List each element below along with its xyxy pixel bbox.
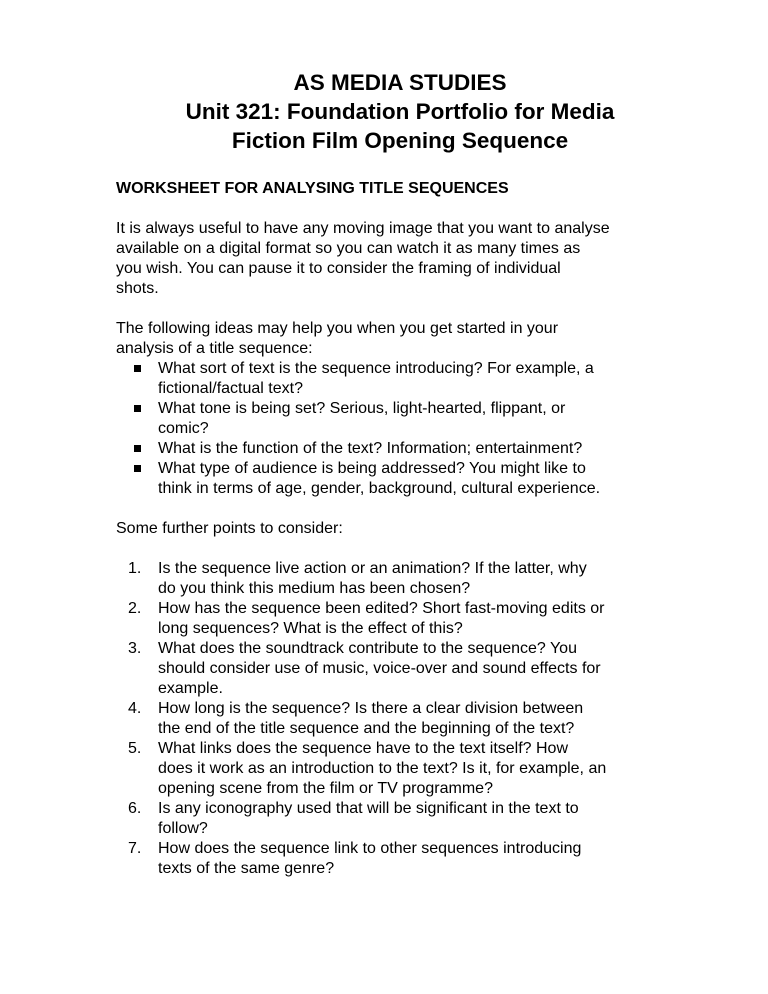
- item-number: 3.: [128, 640, 142, 657]
- title-line-3: Fiction Film Opening Sequence: [231, 128, 569, 153]
- item-line: opening scene from the film or TV programme?: [158, 780, 493, 797]
- item-line: the end of the title sequence and the beginning of the text?: [158, 720, 575, 737]
- item-line: How long is the sequence? Is there a clear division between: [158, 700, 584, 717]
- item-number: 4.: [128, 700, 142, 717]
- intro-line: available on a digital format so you can watch it as many times as: [116, 240, 581, 257]
- numbered-item: [116, 839, 676, 879]
- bullet-line: fictional/factual text?: [158, 380, 303, 397]
- document-title: [116, 68, 676, 155]
- numbered-item: [116, 559, 676, 599]
- numbered-item: [116, 739, 676, 799]
- intro-line: you wish. You can pause it to consider the framing of individual: [116, 260, 561, 277]
- item-line: follow?: [158, 820, 208, 837]
- square-bullet-icon: [134, 405, 141, 412]
- intro-paragraph: [116, 219, 676, 299]
- square-bullet-icon: [134, 365, 141, 372]
- item-line: How does the sequence link to other sequences introducing: [158, 840, 582, 857]
- item-number: 1.: [128, 560, 142, 577]
- numbered-item: [116, 799, 676, 839]
- numbered-item: [116, 599, 676, 639]
- bullet-line: think in terms of age, gender, background, cultural experience.: [158, 480, 601, 497]
- bullet-line: What is the function of the text? Information; entertainment?: [158, 440, 583, 457]
- worksheet-heading: WORKSHEET FOR ANALYSING TITLE SEQUENCES: [116, 180, 509, 197]
- bullet-item: [116, 459, 676, 499]
- item-number: 2.: [128, 600, 142, 617]
- item-line: should consider use of music, voice-over and sound effects for: [158, 660, 601, 677]
- title-line-1: AS MEDIA STUDIES: [293, 70, 507, 95]
- bullet-item: [116, 399, 676, 439]
- item-number: 6.: [128, 800, 142, 817]
- item-line: Is any iconography used that will be significant in the text to: [158, 800, 579, 817]
- ideas-intro-line: The following ideas may help you when you get started in your: [116, 320, 559, 337]
- further-points-list: [116, 559, 676, 879]
- square-bullet-icon: [134, 465, 141, 472]
- item-line: What does the soundtrack contribute to the sequence? You: [158, 640, 577, 657]
- intro-line: shots.: [116, 280, 159, 297]
- item-number: 5.: [128, 740, 142, 757]
- bullet-item: [116, 439, 676, 459]
- ideas-intro-line: analysis of a title sequence:: [116, 340, 313, 357]
- ideas-bullet-list: [116, 359, 676, 499]
- bullet-line: comic?: [158, 420, 209, 437]
- bullet-item: [116, 359, 676, 399]
- document-page: [116, 68, 676, 879]
- item-line: example.: [158, 680, 223, 697]
- further-points-heading: Some further points to consider:: [116, 520, 343, 537]
- item-line: does it work as an introduction to the text? Is it, for example, an: [158, 760, 607, 777]
- bullet-line: What tone is being set? Serious, light-hearted, flippant, or: [158, 400, 566, 417]
- numbered-item: [116, 639, 676, 699]
- numbered-item: [116, 699, 676, 739]
- square-bullet-icon: [134, 445, 141, 452]
- item-line: long sequences? What is the effect of this?: [158, 620, 463, 637]
- ideas-intro-paragraph: [116, 319, 676, 359]
- intro-line: It is always useful to have any moving image that you want to analyse: [116, 220, 610, 237]
- item-line: How has the sequence been edited? Short fast-moving edits or: [158, 600, 605, 617]
- bullet-line: What type of audience is being addressed? You might like to: [158, 460, 586, 477]
- title-line-2: Unit 321: Foundation Portfolio for Media: [185, 99, 615, 124]
- item-line: do you think this medium has been chosen?: [158, 580, 471, 597]
- item-number: 7.: [128, 840, 142, 857]
- item-line: What links does the sequence have to the text itself? How: [158, 740, 569, 757]
- item-line: texts of the same genre?: [158, 860, 335, 877]
- item-line: Is the sequence live action or an animation? If the latter, why: [158, 560, 587, 577]
- bullet-line: What sort of text is the sequence introducing? For example, a: [158, 360, 594, 377]
